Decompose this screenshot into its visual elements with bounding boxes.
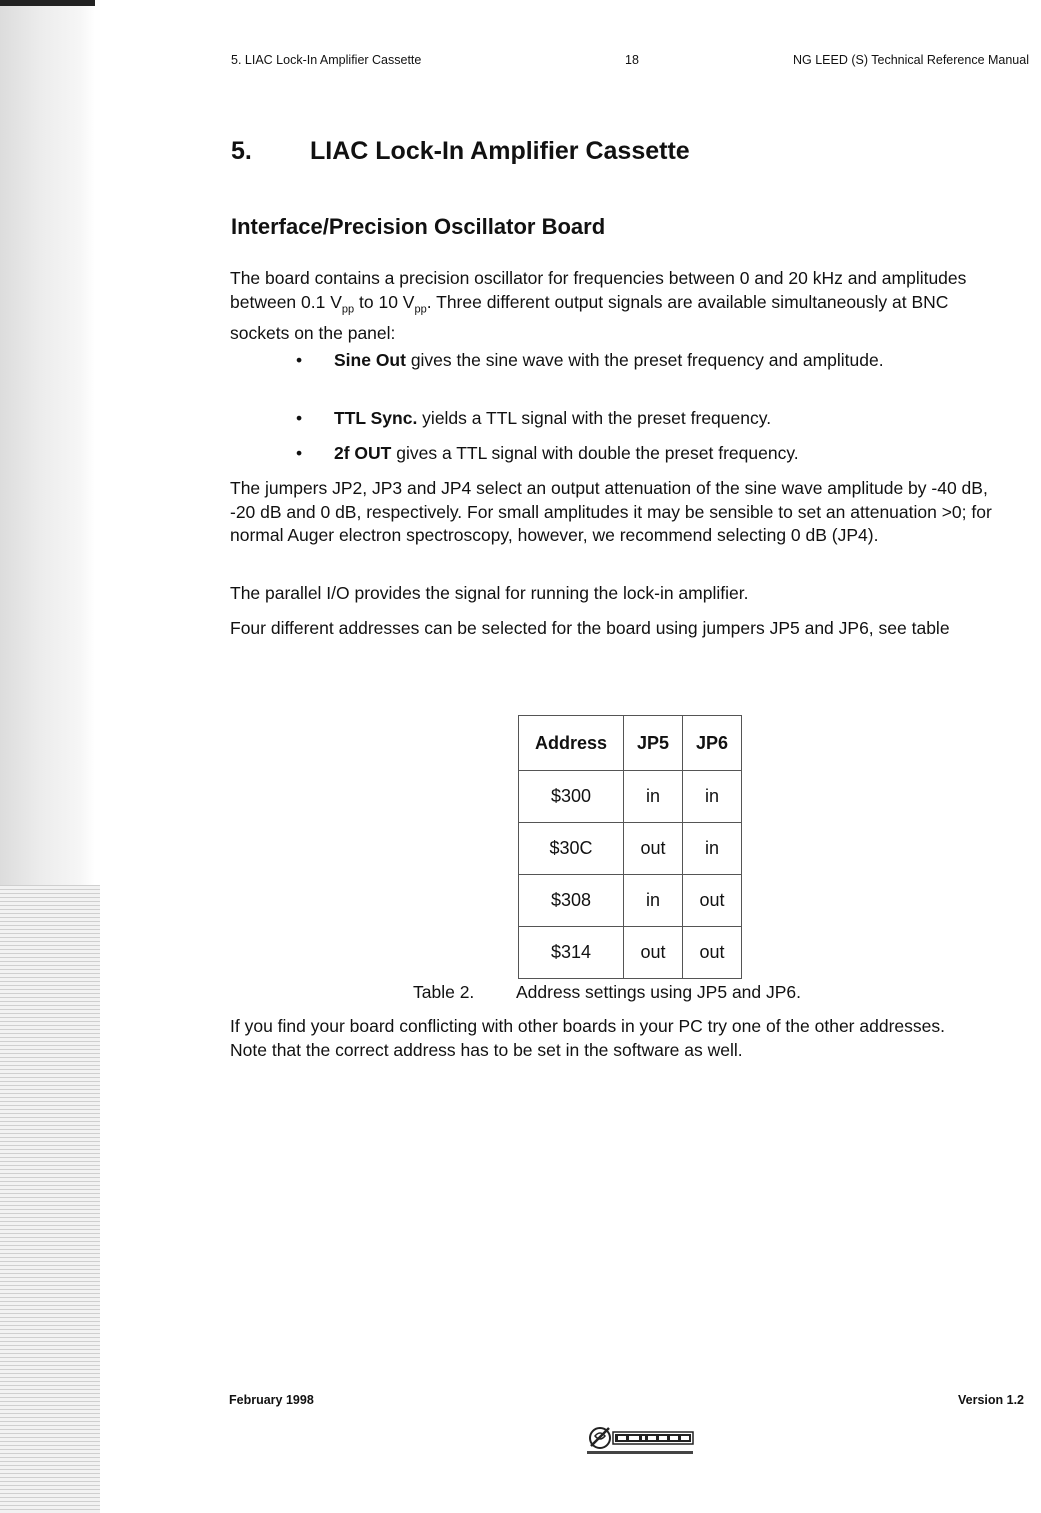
chapter-title: LIAC Lock-In Amplifier Cassette	[310, 137, 690, 165]
intro-text-2: to 10 V	[354, 291, 415, 312]
cell-jp6: out	[683, 875, 742, 927]
intro-text-3: . Three different output signals are available simultaneously at BNC sockets on the panel:	[230, 291, 949, 343]
parallel-io-paragraph: The parallel I/O provides the signal for running the lock-in amplifier.	[230, 583, 749, 603]
bullet-text: gives a TTL signal with double the preset frequency.	[391, 443, 799, 463]
bullet-icon: •	[296, 408, 303, 428]
cell-jp5: in	[624, 875, 683, 927]
section-heading: Interface/Precision Oscillator Board	[231, 214, 606, 239]
column-header-address: Address	[519, 716, 624, 771]
bullet-text: yields a TTL signal with the preset frequency.	[417, 408, 772, 428]
jumpers-paragraph: The jumpers JP2, JP3 and JP4 select an output attenuation of the sine wave amplitude by -40 dB, -20 dB and 0 dB, respectively. For small amplitudes it may be sensible to set an attenuation >0; for normal Auger electron spectroscopy, however, we recommend selecting 0 dB (JP4).	[230, 478, 992, 545]
cell-jp5: in	[624, 771, 683, 823]
cell-jp6: out	[683, 927, 742, 979]
cell-address: $314	[519, 927, 624, 979]
intro-paragraph	[230, 267, 1010, 345]
intro-sub-1: pp	[341, 303, 355, 315]
chapter-number: 5.	[231, 137, 252, 165]
intro-text-1: The board contains a precision oscillator for frequencies between 0 and 20 kHz and amplitudes between 0.1 V	[230, 268, 967, 312]
header-manual-title: NG LEED (S) Technical Reference Manual	[793, 53, 1029, 67]
chapter-heading	[231, 137, 690, 166]
cell-jp5: out	[624, 927, 683, 979]
caption-label: Table 2.	[413, 982, 475, 1002]
header-page-number: 18	[625, 53, 639, 67]
bullet-term: Sine Out	[334, 350, 406, 370]
footer-date: February 1998	[229, 1393, 314, 1407]
binding-stripes	[0, 885, 100, 1513]
cell-address: $30C	[519, 823, 624, 875]
intro-sub-2: pp	[414, 303, 427, 315]
omicron-logo-icon	[585, 1424, 695, 1458]
table-row	[519, 927, 742, 979]
output-signal-list	[296, 349, 896, 373]
address-table	[518, 715, 742, 979]
table-row	[519, 823, 742, 875]
cell-address: $300	[519, 771, 624, 823]
bullet-icon: •	[296, 350, 303, 370]
output-signal-list-3	[296, 442, 896, 466]
addresses-paragraph: Four different addresses can be selected for the board using jumpers JP5 and JP6, see table	[230, 618, 950, 638]
cell-jp5: out	[624, 823, 683, 875]
cell-jp6: in	[683, 771, 742, 823]
cell-address: $308	[519, 875, 624, 927]
bullet-icon: •	[296, 443, 303, 463]
list-item	[296, 349, 896, 373]
table-header-row	[519, 716, 742, 771]
page-header	[231, 53, 1029, 71]
output-signal-list-2	[296, 407, 896, 431]
conflict-paragraph: If you find your board conflicting with other boards in your PC try one of the other addresses. Note that the correct address has to be set in the software as well.	[230, 1016, 945, 1060]
caption-text: Address settings using JP5 and JP6.	[516, 982, 802, 1002]
table-row	[519, 875, 742, 927]
bullet-term: 2f OUT	[334, 443, 392, 463]
cell-jp6: in	[683, 823, 742, 875]
binding-edge	[0, 0, 95, 1513]
bullet-term: TTL Sync.	[334, 408, 418, 428]
table-row	[519, 771, 742, 823]
list-item	[296, 442, 896, 466]
bullet-text: gives the sine wave with the preset frequency and amplitude.	[405, 350, 884, 370]
column-header-jp6: JP6	[683, 716, 742, 771]
omicron-logo	[585, 1424, 695, 1458]
list-item	[296, 407, 896, 431]
footer-version: Version 1.2	[957, 1393, 1024, 1407]
column-header-jp5: JP5	[624, 716, 683, 771]
header-chapter: 5. LIAC Lock-In Amplifier Cassette	[231, 53, 422, 67]
binding-top-bar	[0, 0, 95, 6]
table-caption	[413, 982, 801, 1003]
